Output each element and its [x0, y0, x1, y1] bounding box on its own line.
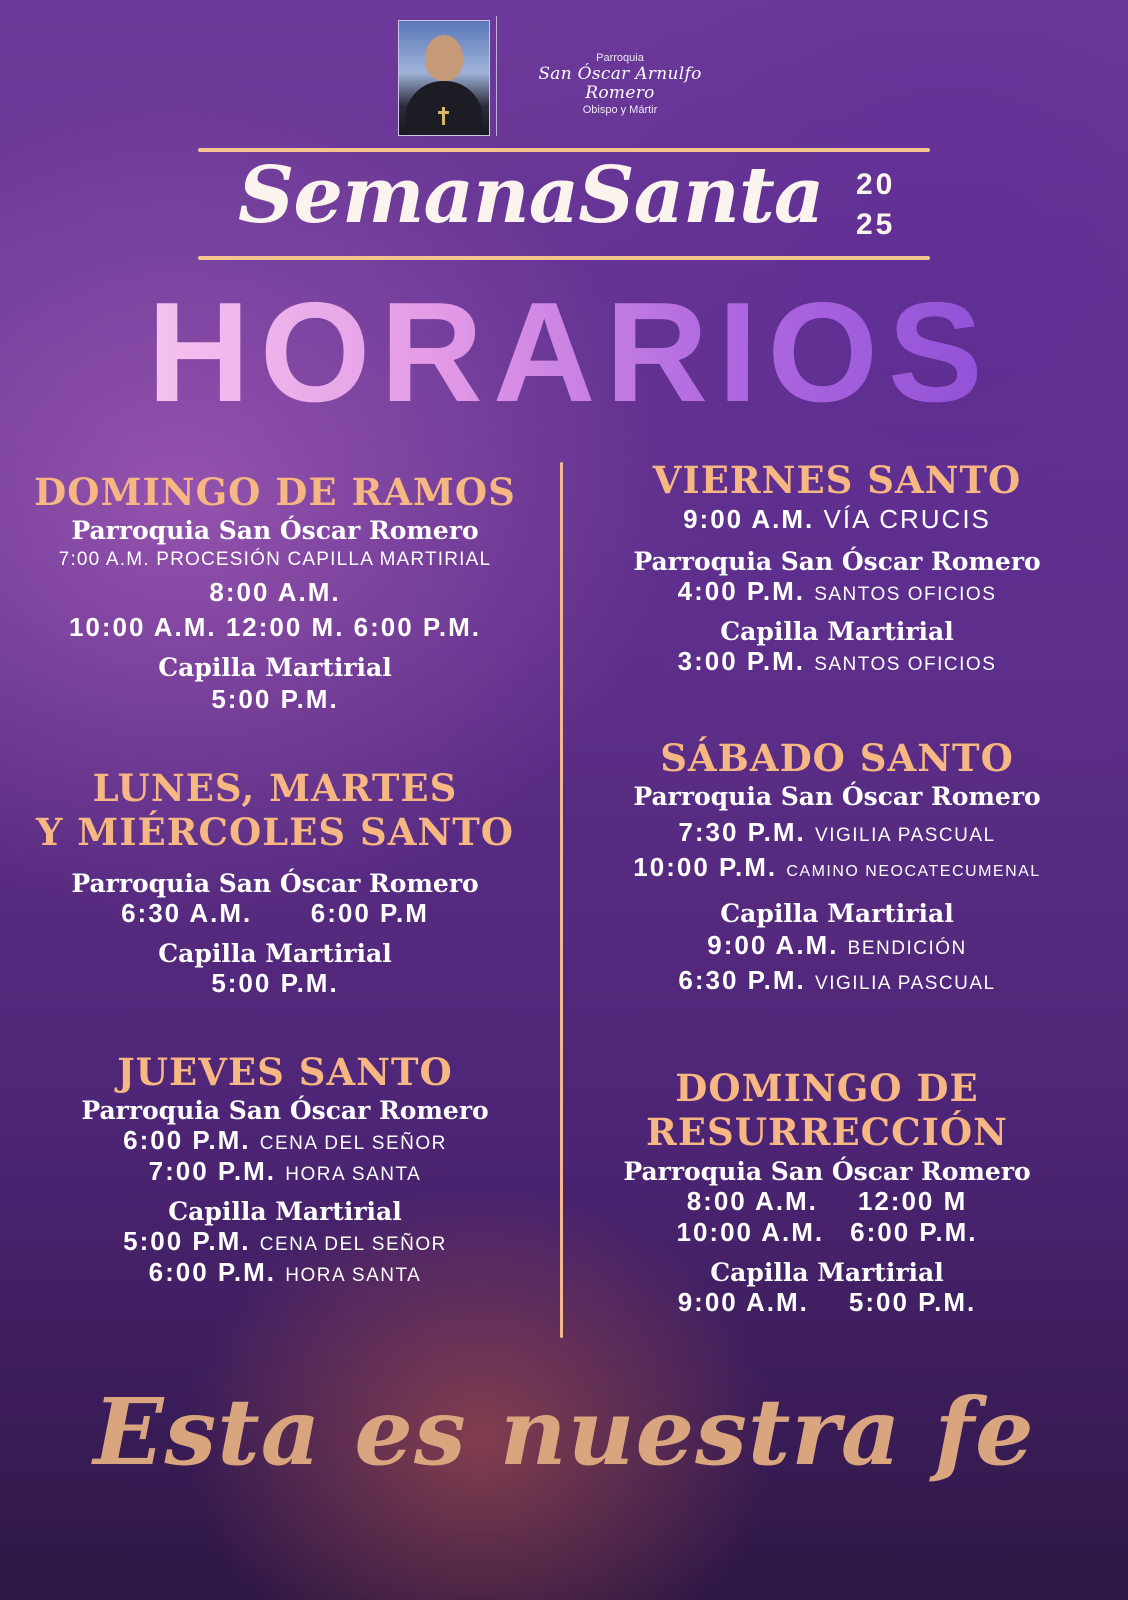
- place-parroquia: Parroquia San Óscar Romero: [81, 1096, 489, 1126]
- semana-santa-title: SemanaSanta: [238, 150, 824, 241]
- time-row: [10, 898, 540, 929]
- time-line: 5:00 P.M.: [211, 967, 339, 998]
- time-row: 9:00 A.M. VÍA CRUCIS: [683, 504, 991, 535]
- domingo-ramos-heading: DOMINGO DE RAMOS: [34, 470, 516, 514]
- time-row: 8:00 A.M. 12:00 M: [686, 1185, 968, 1216]
- viernes-heading: VIERNES SANTO: [652, 458, 1022, 502]
- time-value: 6:00 P.M: [310, 897, 429, 928]
- time-row: 7:00 P.M. HORA SANTA: [148, 1156, 422, 1187]
- jueves-heading: JUEVES SANTO: [117, 1050, 453, 1094]
- time-row: 10:00 A.M. 6:00 P.M.: [676, 1216, 978, 1247]
- year-bottom: 25: [856, 208, 896, 241]
- time-row: 9:00 A.M. 5:00 P.M.: [677, 1286, 977, 1317]
- parish-label: Parroquia: [596, 52, 644, 64]
- romero-portrait: [398, 20, 490, 136]
- time-value: 6:30 A.M.: [121, 897, 253, 928]
- time-line: 5:00 P.M.: [211, 684, 339, 715]
- lunes-heading-2: Y MIÉRCOLES SANTO: [35, 810, 515, 855]
- year-top: 20: [856, 168, 896, 201]
- time-row: 3:00 P.M. SANTOS OFICIOS: [677, 646, 997, 677]
- time-row: 9:00 A.M. BENDICIÓN: [707, 930, 967, 961]
- place-parroquia: Parroquia San Óscar Romero: [633, 782, 1041, 812]
- domingo-ramos-section: [10, 470, 540, 715]
- lunes-section: [10, 766, 540, 999]
- resurreccion-heading-2: RESURRECCIÓN: [646, 1110, 1008, 1155]
- jueves-section: [20, 1050, 550, 1288]
- time-row: 7:30 P.M. VIGILIA PASCUAL: [678, 817, 996, 848]
- logo-divider: [496, 16, 497, 136]
- place-capilla: Capilla Martirial: [158, 938, 392, 968]
- parish-name: San Óscar Arnulfo Romero: [538, 63, 702, 104]
- parish-logo-text: [505, 52, 735, 116]
- place-parroquia: Parroquia San Óscar Romero: [71, 868, 479, 898]
- parish-subtitle: Obispo y Mártir: [582, 103, 658, 116]
- resurreccion-heading-1: DOMINGO DE: [675, 1066, 979, 1110]
- footer-slogan: Esta es nuestra fe: [93, 1378, 1035, 1486]
- horarios-title: HORARIOS: [120, 282, 1020, 424]
- viernes-section: [572, 458, 1102, 677]
- place-capilla: Capilla Martirial: [720, 617, 954, 647]
- place-capilla: Capilla Martirial: [720, 899, 954, 929]
- place-parroquia: Parroquia San Óscar Romero: [633, 547, 1041, 577]
- time-line: 10:00 A.M. 12:00 M. 6:00 P.M.: [68, 612, 482, 643]
- place-capilla: Capilla Martirial: [168, 1197, 402, 1227]
- time-line: 8:00 A.M.: [209, 577, 341, 608]
- procesion-line: 7:00 A.M. PROCESIÓN CAPILLA MARTIRIAL: [58, 549, 492, 571]
- time-row: 6:00 P.M. CENA DEL SEÑOR: [123, 1125, 447, 1156]
- time-row: 6:00 P.M. HORA SANTA: [148, 1257, 422, 1288]
- sabado-heading: SÁBADO SANTO: [660, 736, 1014, 780]
- sabado-section: [572, 736, 1102, 996]
- place-parroquia: Parroquia San Óscar Romero: [71, 516, 479, 546]
- time-row: 5:00 P.M. CENA DEL SEÑOR: [123, 1226, 447, 1257]
- domingo-resurreccion-section: [562, 1066, 1092, 1318]
- place-capilla: Capilla Martirial: [158, 653, 392, 683]
- title-bottom-rule: [198, 256, 930, 260]
- lunes-heading-1: LUNES, MARTES: [92, 766, 458, 810]
- time-row: 10:00 P.M. CAMINO NEOCATECUMENAL: [633, 852, 1041, 883]
- place-capilla: Capilla Martirial: [710, 1257, 944, 1287]
- time-row: 6:30 P.M. VIGILIA PASCUAL: [678, 965, 996, 996]
- place-parroquia: Parroquia San Óscar Romero: [623, 1156, 1031, 1186]
- time-row: 4:00 P.M. SANTOS OFICIOS: [677, 576, 997, 607]
